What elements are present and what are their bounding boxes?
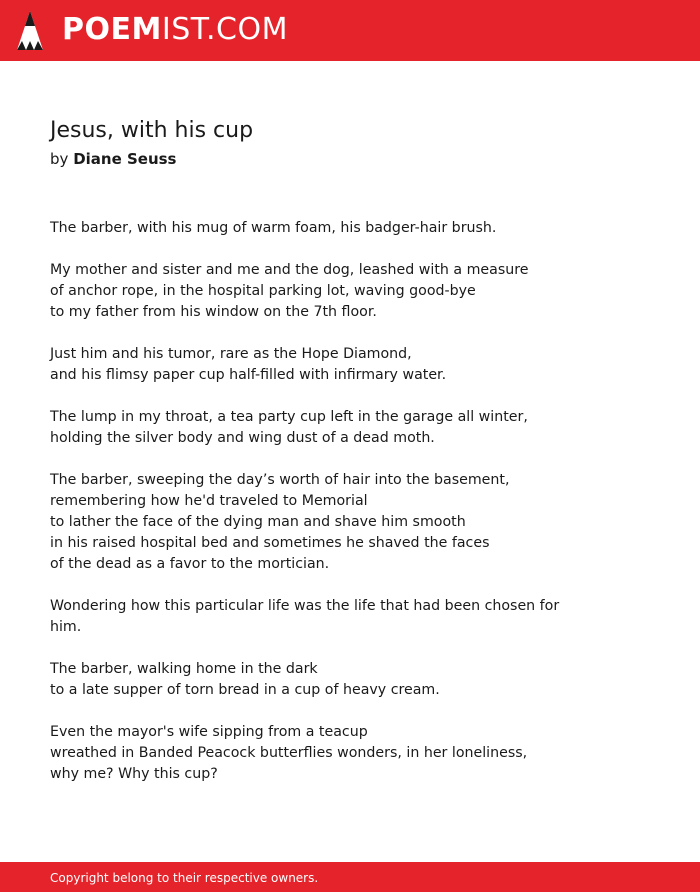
- poem-line: holding the silver body and wing dust of a dead moth.: [50, 430, 435, 446]
- poem-line: in his raised hospital bed and sometimes he shaved the faces: [50, 535, 490, 551]
- poem-line: and his flimsy paper cup half-filled with infirmary water.: [50, 367, 447, 383]
- logo-brand-light: IST.COM: [161, 12, 288, 47]
- poem-line: of anchor rope, in the hospital parking lot, waving good-bye: [50, 283, 476, 299]
- site-header: [0, 0, 700, 61]
- poem-line: Even the mayor's wife sipping from a teacup: [50, 724, 368, 740]
- poem-body: [50, 218, 650, 806]
- stanza: [50, 596, 650, 638]
- poem-line: him.: [50, 619, 82, 635]
- pencil-icon[interactable]: [16, 10, 44, 52]
- site-logo[interactable]: [62, 13, 288, 47]
- poem-line: The barber, sweeping the day’s worth of hair into the basement,: [50, 472, 510, 488]
- poem-line: wreathed in Banded Peacock butterflies wonders, in her loneliness,: [50, 745, 528, 761]
- site-footer: [0, 862, 700, 892]
- poem-line: to my father from his window on the 7th floor.: [50, 304, 377, 320]
- stanza: [50, 470, 650, 575]
- copyright-notice: Copyright belong to their respective owners.: [50, 871, 319, 885]
- poem-line: remembering how he'd traveled to Memorial: [50, 493, 368, 509]
- stanza: [50, 407, 650, 449]
- logo-brand-bold: POEM: [62, 12, 162, 47]
- poem-line: The barber, with his mug of warm foam, his badger-hair brush.: [50, 220, 497, 236]
- poem-line: My mother and sister and me and the dog, leashed with a measure: [50, 262, 529, 278]
- poem-line: Just him and his tumor, rare as the Hope Diamond,: [50, 346, 412, 362]
- poem-line: why me? Why this cup?: [50, 766, 218, 782]
- stanza: [50, 344, 650, 386]
- poem-line: to lather the face of the dying man and shave him smooth: [50, 514, 466, 530]
- poem-line: of the dead as a favor to the mortician.: [50, 556, 330, 572]
- byline: [50, 149, 177, 169]
- poem-line: The barber, walking home in the dark: [50, 661, 318, 677]
- poem-title: Jesus, with his cup: [50, 118, 254, 143]
- byline-prefix: by: [50, 150, 69, 168]
- stanza: [50, 218, 650, 239]
- author-name: Diane Seuss: [73, 150, 177, 168]
- stanza: [50, 260, 650, 323]
- poem-line: The lump in my throat, a tea party cup left in the garage all winter,: [50, 409, 528, 425]
- poem-line: Wondering how this particular life was the life that had been chosen for: [50, 598, 560, 614]
- poem-line: to a late supper of torn bread in a cup of heavy cream.: [50, 682, 440, 698]
- stanza: [50, 659, 650, 701]
- stanza: [50, 722, 650, 785]
